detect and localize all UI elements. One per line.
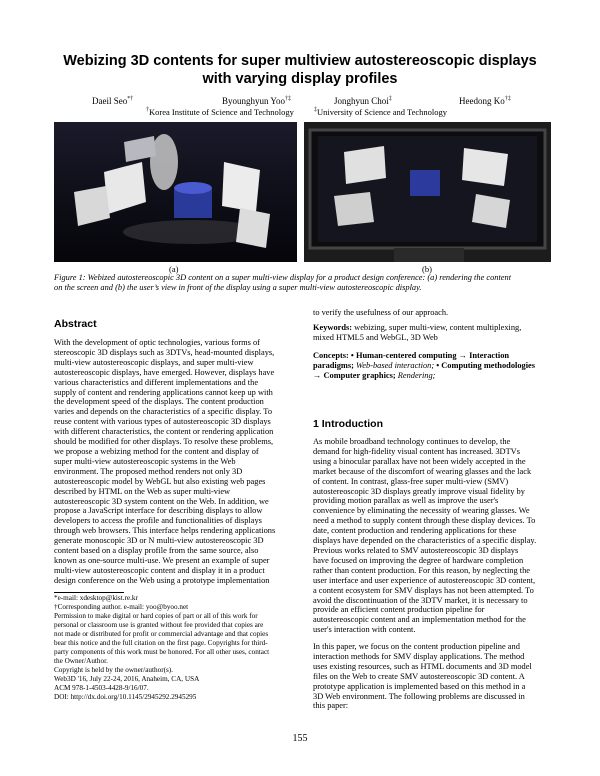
- intro-line: files on the Web to create SMV autostereoscopic 3D content. A: [313, 671, 525, 681]
- footnote-line: the Owner/Author.: [54, 657, 108, 665]
- intro-line: have focused on improving the degree of hardware completion: [313, 555, 524, 565]
- figure-label-b: (b): [422, 264, 432, 274]
- introduction-heading: 1 Introduction: [313, 418, 383, 430]
- footnote-line: personal or classroom use is granted without fee provided that copies are: [54, 621, 264, 629]
- web-page-panel-left-2: [74, 186, 110, 226]
- intro-line: 3D Web environment. The following problems are discussed in: [313, 691, 525, 701]
- keywords: Keywords: webizing, super multi-view, content multiplexing,: [313, 322, 522, 332]
- intro-line: using a binocular parallax have not been widely accepted in the: [313, 456, 526, 466]
- footnote-line: *e-mail: xdesktop@kist.re.kr: [54, 594, 138, 602]
- footnote-line: Web3D '16, July 22-24, 2016, Anaheim, CA, USA: [54, 675, 200, 683]
- abstract-line: described by HTML on the Web as super multi-view: [54, 486, 231, 496]
- intro-line: user interface and user experience of autostereoscopic 3D content,: [313, 575, 536, 585]
- author-3: Jonghyun Choi‡: [334, 96, 392, 106]
- intro-line: this paper:: [313, 701, 349, 711]
- abstract-line: stereoscopic 3D displays such as 3DTVs, head-mounted displays,: [54, 347, 275, 357]
- intro-line: interaction methods for SMV display applications. The method: [313, 651, 525, 661]
- screen-panel-1: [344, 146, 386, 184]
- abstract-line: multi-view autostereoscopic content and display it in a product: [54, 565, 265, 575]
- abstract-line: super multi-view autostereoscopic systems in the Web: [54, 456, 236, 466]
- abstract-continuation: to verify the usefulness of our approach.: [313, 308, 449, 317]
- figure-a-render: [54, 122, 297, 262]
- figure-image-a: [54, 122, 297, 262]
- author-4: Heedong Ko†‡: [459, 96, 511, 106]
- abstract-line: we propose a webizing method for the content and display of: [54, 446, 259, 456]
- intro-line: provide an efficient content production pipeline for: [313, 605, 485, 615]
- display-stand: [394, 248, 464, 262]
- abstract-line: content based on a display profile from the same source, also: [54, 546, 259, 556]
- abstract-line: supply of content and rendering applications cannot keep up with: [54, 387, 273, 397]
- affiliation-2: ‡University of Science and Technology: [314, 107, 448, 117]
- page-number: 155: [292, 733, 308, 744]
- intro-line: rather than content production. For this reason, by neglecting the: [313, 565, 530, 575]
- affiliation-1: †Korea Institute of Science and Technology: [146, 107, 294, 117]
- paper-title: [40, 52, 560, 88]
- ccs-concepts: Concepts: • Human-centered computing → Interaction: [313, 350, 510, 360]
- right-column-top: to verify the usefulness of our approach. Keywords: webizing, super multi-view, content multiplexing, mixed HTML5 and WebGL, 3D Web Concepts: • Human-centered computing → Interaction paradigms; Web-based interaction; • Computing methodologies → Computer graphics; Rendering;: [313, 308, 549, 380]
- footnote-line: Permission to make digital or hard copies of part or all of this work for: [54, 612, 258, 620]
- abstract-line: reuse content with various types of autostereoscopic 3D displays: [54, 417, 271, 427]
- figure-caption: Figure 1: Webized autostereoscopic 3D content on a super multi-view display for a product design conference: (a) rendering the content on the screen and (b) the user’s view in front of the display using a super multi-view autostereoscopic display.: [54, 273, 512, 292]
- screen-panel-2: [462, 148, 508, 186]
- footnote-line: DOI: http://dx.doi.org/10.1145/2945292.2945295: [54, 693, 197, 701]
- abstract-line: with different characteristics, the content or rendering application: [54, 427, 274, 437]
- intro-line: Previous works related to SMV autostereoscopic 3D displays: [313, 545, 519, 555]
- figure-b-photo: [304, 122, 551, 262]
- abstract-heading: Abstract: [54, 318, 97, 330]
- abstract-line: autostereoscopic model by WebGL but also existing web pages: [54, 476, 266, 486]
- footnotes: [54, 594, 290, 702]
- introduction-paragraph-1: [313, 437, 549, 635]
- web-page-panel-right-2: [236, 208, 270, 248]
- footnote-line: ACM 978-1-4503-4428-9/16/07.: [54, 684, 149, 692]
- intro-line: a content ecosystem for SMV displays has not been attempted. To: [313, 585, 534, 595]
- title-line-2: with varying display profiles: [202, 71, 398, 87]
- abstract-line: known as one-source multi-use. We present an example of super: [54, 555, 270, 565]
- intro-line: convenience by eliminating the necessity of wearing glasses. We: [313, 506, 530, 516]
- footnote-line: †Corresponding author. e-mail: yoo@byoo.net: [54, 603, 189, 611]
- author-2: Byounghyun Yoo†‡: [222, 96, 292, 106]
- intro-line: As mobile broadband technology continues to develop, the: [313, 437, 511, 446]
- screen-panel-4: [472, 194, 510, 228]
- intro-line: user's interaction with content.: [313, 625, 416, 635]
- figure-label-a: (a): [169, 264, 179, 274]
- footnote-line: not made or distributed for profit or commercial advantage and that copies: [54, 630, 269, 638]
- web-page-panel-right: [222, 162, 260, 212]
- abstract-line: various characteristics and different implementations and the: [54, 377, 259, 387]
- abstract-line: With the development of optic technologies, various forms of: [54, 338, 260, 347]
- introduction-paragraph-2: [313, 642, 549, 711]
- intro-line: autostereoscopic content and an implementation method for the: [313, 615, 526, 625]
- abstract-line: the development speed of the displays. The content production: [54, 397, 264, 407]
- abstract-line: design conference on the Web using a prototype implementation: [54, 575, 270, 585]
- intro-line: date, content production and rendering applications for these: [313, 526, 517, 536]
- footnote-line: bear this notice and the full citation on the first page. Copyrights for third-: [54, 639, 268, 647]
- intro-line: avoid the discontinuation of the 3DTV market, it is necessary to: [313, 595, 528, 605]
- intro-line: In this paper, we focus on the content production pipeline and: [313, 642, 520, 651]
- footnote-line: party components of this work must be honored. For all other uses, contact: [54, 648, 270, 656]
- intro-line: of content. In contrast, glass-free super multi-view (SMV): [313, 476, 509, 486]
- abstract-line: environment. The proposed method renders not only 3D: [54, 466, 243, 476]
- footnote-line: Copyright is held by the owner/author(s).: [54, 666, 173, 674]
- intro-line: providing motion parallax as well as improve the user's: [313, 496, 499, 506]
- abstract-line: varies and depends on the characteristics of a specific display. To: [54, 407, 273, 417]
- abstract-line: through web browsers. This interface helps rendering applications: [54, 526, 276, 536]
- intro-line: uses existing resources, such as HTML documents and 3D model: [313, 661, 532, 671]
- intro-line: demand for high-fidelity visual content has increased. 3DTVs: [313, 446, 520, 456]
- abstract-line: autostereoscopic 3D system content on the Web. In addition, we: [54, 496, 269, 506]
- title-line-1: Webizing 3D contents for super multiview autostereoscopic displays: [63, 53, 537, 69]
- intro-line: market because of the discomfort of wearing glasses and the lack: [313, 466, 532, 476]
- footnote-rule: [54, 592, 124, 593]
- abstract-line: autostereoscopic displays, have emerged. However, displays have: [54, 367, 275, 377]
- intro-line: autostereoscopic 3D displays greatly improve visual fidelity by: [313, 486, 525, 496]
- abstract-line: should be modified for other displays. To resolve these problems,: [54, 437, 274, 447]
- abstract-line: developers to access the profile and functionalities of displays: [54, 516, 262, 526]
- intro-line: prototype application is implemented based on this method in a: [313, 681, 526, 691]
- abstract-body: [54, 338, 290, 586]
- blue-product-top: [174, 182, 212, 194]
- web-page-panel-left: [104, 162, 146, 214]
- intro-line: displays have depended on the characteristics of a specific display.: [313, 536, 537, 546]
- abstract-line: generate monoscopic 3D or N multi-view autostereoscopic 3D: [54, 536, 264, 546]
- figure-image-b: [304, 122, 551, 262]
- screen-blue-model: [410, 170, 440, 196]
- abstract-line: propose a JavaScript interface for describing displays to allow: [54, 506, 263, 516]
- abstract-line: multi-view autostereoscopic displays, and super multi-view: [54, 357, 254, 367]
- author-1: Daeil Seo*†: [92, 96, 134, 106]
- screen-panel-3: [334, 192, 374, 226]
- intro-line: need a method to supply content through these display devices. To: [313, 516, 536, 526]
